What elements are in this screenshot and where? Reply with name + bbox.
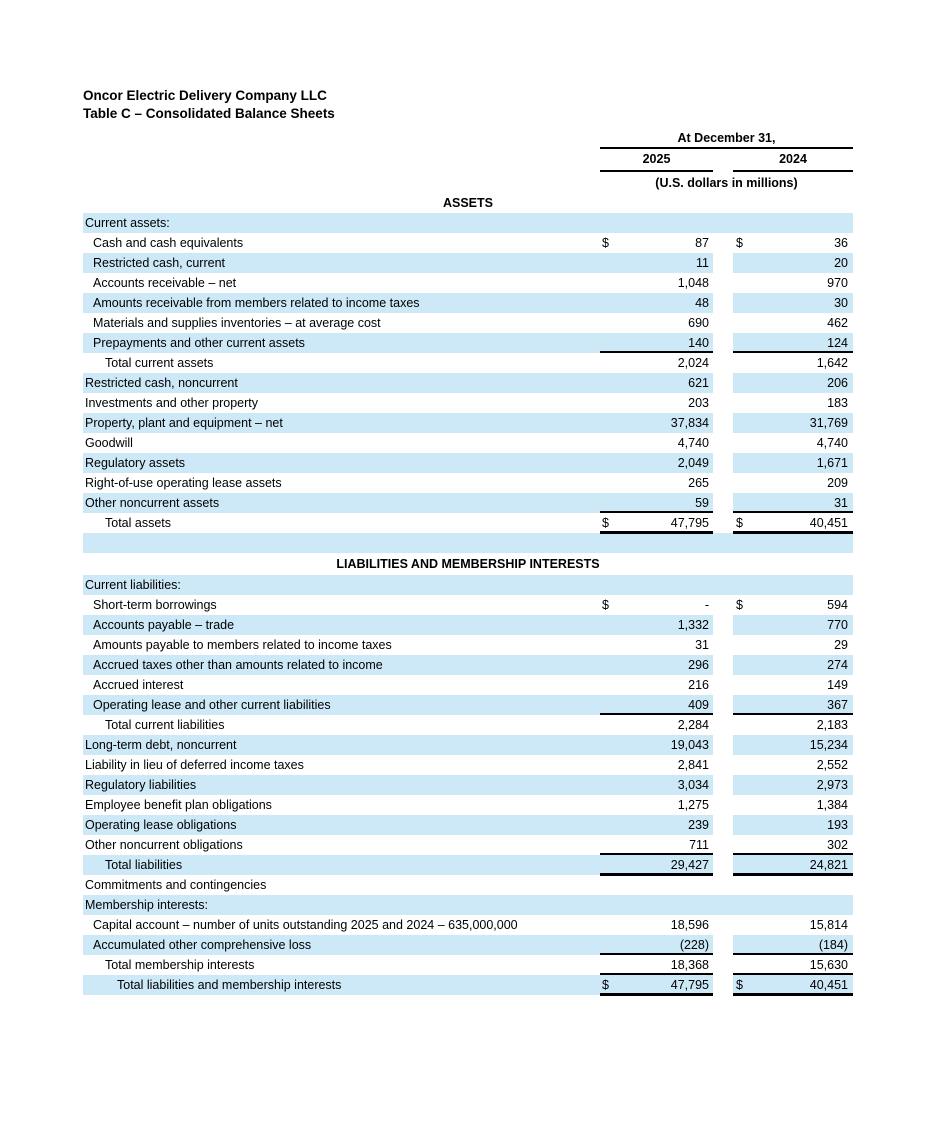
row-label: Other noncurrent obligations [85,838,243,852]
value-2025 [600,313,713,333]
row-label [83,533,600,553]
cell-value: 594 [827,598,848,612]
column-gap [713,213,733,233]
cell-value: 19,043 [670,738,709,752]
value-2025 [600,795,713,815]
value-2025 [600,635,713,655]
row-label: Operating lease and other current liabilities [83,695,600,715]
value-2025 [600,715,713,735]
cell-value: 124 [827,336,848,350]
cell-value: 1,671 [816,456,848,470]
cell-value: 15,234 [809,738,848,752]
cell-value: 47,795 [670,978,709,992]
table-row [83,333,853,353]
column-gap [713,875,733,895]
table-row [83,915,853,935]
cell-value: 15,630 [809,958,848,972]
value-2024 [733,895,853,915]
value-2024 [733,373,853,393]
year-2025-header: 2025 [600,149,713,172]
value-2025 [600,895,713,915]
cell-value: 274 [827,658,848,672]
column-gap [713,253,733,273]
column-gap [713,615,733,635]
cell-value: 970 [827,276,848,290]
value-2024 [733,513,853,533]
value-2024 [733,755,853,775]
column-gap [713,473,733,493]
section-heading: ASSETS [442,196,493,210]
column-gap [713,513,733,533]
row-label: Total current assets [105,356,214,370]
column-gap [713,313,733,333]
value-2024 [733,875,853,895]
value-2024 [733,253,853,273]
table-row [83,233,853,253]
cell-value: 216 [688,678,709,692]
value-2024 [733,935,853,955]
row-label: Capital account – number of units outstanding 2025 and 2024 – 635,000,000 [93,918,518,932]
column-gap [713,293,733,313]
value-2024 [733,595,853,615]
cell-value: 1,048 [677,276,709,290]
table-row [83,513,853,533]
row-label: Current assets: [83,213,600,233]
column-gap [713,393,733,413]
value-2024 [733,293,853,313]
value-2024 [733,775,853,795]
row-label: Operating lease obligations [83,815,600,835]
value-2024 [733,795,853,815]
row-label: Accrued interest [93,678,184,692]
cell-value: 2,284 [677,718,709,732]
units-label: (U.S. dollars in millions) [655,176,798,190]
value-2025 [600,453,713,473]
row-label: Accumulated other comprehensive loss [83,935,600,955]
cell-value: 4,740 [816,436,848,450]
table-row [83,835,853,855]
table-row [83,775,853,795]
cell-value: 31,769 [809,416,848,430]
cell-value: 1,642 [816,356,848,370]
row-label: Commitments and contingencies [85,878,267,892]
cell-value: - [704,598,709,612]
row-label: Regulatory assets [83,453,600,473]
column-gap [713,775,733,795]
value-2025 [600,353,713,373]
value-2025 [600,273,713,293]
table-row [83,815,853,835]
cell-value: 2,841 [677,758,709,772]
value-2025 [600,935,713,955]
column-gap [713,915,733,935]
year-2024-header: 2024 [733,149,853,172]
cell-value: 47,795 [670,516,709,530]
value-2025 [600,253,713,273]
row-label: Investments and other property [85,396,259,410]
table-row [83,735,853,755]
table-row [83,493,853,513]
currency-symbol: $ [736,598,743,612]
cell-value: 24,821 [809,858,848,872]
cell-value: 149 [827,678,848,692]
value-2025 [600,493,713,513]
table-row [83,655,853,675]
cell-value: 206 [827,376,848,390]
value-2025 [600,855,713,875]
column-gap [713,333,733,353]
cell-value: 711 [689,838,709,852]
table-row [83,313,853,333]
row-label: Total liabilities [83,855,600,875]
cell-value: 40,451 [809,516,848,530]
cell-value: 36 [834,236,848,250]
value-2024 [733,815,853,835]
cell-value: 367 [827,698,848,712]
value-2025 [600,755,713,775]
cell-value: 462 [827,316,848,330]
column-gap [713,149,733,172]
value-2025 [600,775,713,795]
table-row [83,715,853,735]
table-body [83,194,853,995]
column-gap [713,955,733,975]
cell-value: 18,368 [670,958,709,972]
table-row [83,755,853,775]
row-label: Short-term borrowings [93,598,217,612]
cell-value: 2,183 [816,718,848,732]
row-label: Regulatory liabilities [83,775,600,795]
value-2025 [600,533,713,553]
cell-value: 2,552 [816,758,848,772]
value-2024 [733,855,853,875]
column-gap [713,675,733,695]
value-2025 [600,835,713,855]
cell-value: 183 [827,396,848,410]
cell-value: 1,384 [816,798,848,812]
value-2024 [733,735,853,755]
value-2024 [733,835,853,855]
cell-value: 11 [696,256,709,270]
column-gap [713,695,733,715]
value-2025 [600,575,713,595]
cell-value: 18,596 [670,918,709,932]
column-gap [713,855,733,875]
value-2024 [733,213,853,233]
value-2024 [733,655,853,675]
value-2025 [600,675,713,695]
column-gap [713,795,733,815]
column-gap [713,433,733,453]
table-row [83,695,853,715]
table-row [83,393,853,413]
value-2025 [600,413,713,433]
cell-value: 37,834 [670,416,709,430]
currency-symbol: $ [736,978,743,992]
value-2025 [600,233,713,253]
table-row [83,273,853,293]
column-gap [713,493,733,513]
table-row [83,533,853,553]
row-label: Liability in lieu of deferred income taxes [85,758,304,772]
row-label: Restricted cash, current [83,253,600,273]
cell-value: 40,451 [809,978,848,992]
table-row [83,473,853,493]
value-2024 [733,533,853,553]
value-2025 [600,213,713,233]
date-header: At December 31, [600,130,853,149]
value-2024 [733,413,853,433]
cell-value: 2,049 [677,456,709,470]
table-row [83,353,853,373]
cell-value: (228) [679,938,709,952]
row-label: Amounts receivable from members related to income taxes [83,293,600,313]
currency-symbol: $ [602,236,609,250]
value-2024 [733,233,853,253]
value-2024 [733,273,853,293]
row-label: Prepayments and other current assets [83,333,600,353]
row-label: Restricted cash, noncurrent [83,373,600,393]
column-gap [713,453,733,473]
row-label: Long-term debt, noncurrent [83,735,600,755]
table-row [83,675,853,695]
value-2024 [733,353,853,373]
column-gap [713,373,733,393]
company-title: Oncor Electric Delivery Company LLC [83,88,327,103]
balance-sheet-table [83,130,853,995]
value-2024 [733,695,853,715]
row-label: Employee benefit plan obligations [85,798,272,812]
table-row [83,373,853,393]
cell-value: 31 [695,638,709,652]
value-2024 [733,975,853,995]
value-2025 [600,373,713,393]
cell-value: 30 [834,296,848,310]
table-row [83,413,853,433]
row-label: Accounts payable – trade [83,615,600,635]
cell-value: 3,034 [677,778,709,792]
value-2025 [600,595,713,615]
table-row [83,795,853,815]
cell-value: 203 [688,396,709,410]
cell-value: 770 [827,618,848,632]
section-heading: LIABILITIES AND MEMBERSHIP INTERESTS [336,557,600,571]
table-row [83,635,853,655]
currency-symbol: $ [602,516,609,530]
value-2024 [733,915,853,935]
value-2025 [600,735,713,755]
cell-value: 621 [688,376,709,390]
value-2024 [733,433,853,453]
cell-value: 20 [834,256,848,270]
value-2024 [733,473,853,493]
value-2024 [733,393,853,413]
column-gap [713,233,733,253]
value-2025 [600,615,713,635]
year-header-row [600,149,853,172]
column-gap [713,735,733,755]
table-row [83,253,853,273]
cell-value: 59 [695,496,709,510]
value-2025 [600,473,713,493]
cell-value: 1,275 [677,798,709,812]
table-row [83,955,853,975]
cell-value: 209 [827,476,848,490]
value-2024 [733,635,853,655]
table-title: Table C – Consolidated Balance Sheets [83,106,335,121]
row-label: Goodwill [85,436,133,450]
value-2024 [733,675,853,695]
cell-value: 2,973 [816,778,848,792]
value-2025 [600,655,713,675]
row-label: Materials and supplies inventories – at average cost [93,316,381,330]
value-2025 [600,433,713,453]
row-label: Cash and cash equivalents [93,236,244,250]
cell-value: 4,740 [677,436,709,450]
cell-value: 29 [834,638,848,652]
cell-value: 2,024 [677,356,709,370]
table-row [83,895,853,915]
column-gap [713,533,733,553]
cell-value: 302 [827,838,848,852]
row-label: Property, plant and equipment – net [83,413,600,433]
value-2024 [733,615,853,635]
value-2025 [600,975,713,995]
row-label: Right-of-use operating lease assets [85,476,282,490]
table-header [600,130,853,194]
document-title-block [83,87,335,123]
table-row [83,935,853,955]
cell-value: 31 [834,496,848,510]
table-row [83,213,853,233]
column-gap [713,353,733,373]
cell-value: 265 [688,476,709,490]
currency-symbol: $ [602,978,609,992]
value-2025 [600,875,713,895]
value-2025 [600,815,713,835]
column-gap [713,835,733,855]
row-label: Total membership interests [105,958,255,972]
value-2024 [733,493,853,513]
column-gap [713,635,733,655]
value-2024 [733,575,853,595]
value-2024 [733,955,853,975]
column-gap [713,595,733,615]
currency-symbol: $ [602,598,609,612]
table-row [83,595,853,615]
value-2024 [733,715,853,735]
value-2025 [600,393,713,413]
table-row [83,453,853,473]
value-2025 [600,695,713,715]
column-gap [713,575,733,595]
value-2024 [733,453,853,473]
cell-value: 409 [688,698,709,712]
value-2024 [733,313,853,333]
cell-value: 1,332 [677,618,709,632]
table-row [83,975,853,995]
value-2024 [733,333,853,353]
table-row [83,875,853,895]
cell-value: 48 [695,296,709,310]
row-label: Total liabilities and membership interests [83,975,600,995]
cell-value: 140 [688,336,709,350]
row-label: Accounts receivable – net [93,276,237,290]
row-label: Current liabilities: [83,575,600,595]
column-gap [713,935,733,955]
cell-value: 690 [688,316,709,330]
row-label: Total current liabilities [105,718,225,732]
cell-value: 239 [688,818,709,832]
table-row [83,575,853,595]
value-2025 [600,513,713,533]
column-gap [713,655,733,675]
column-gap [713,895,733,915]
table-row [83,615,853,635]
cell-value: 15,814 [809,918,848,932]
value-2025 [600,915,713,935]
column-gap [713,975,733,995]
table-row [83,433,853,453]
cell-value: (184) [818,938,848,952]
column-gap [713,715,733,735]
column-gap [713,273,733,293]
row-label: Accrued taxes other than amounts related to income [83,655,600,675]
currency-symbol: $ [736,516,743,530]
value-2025 [600,333,713,353]
cell-value: 193 [827,818,848,832]
cell-value: 296 [688,658,709,672]
value-2025 [600,955,713,975]
cell-value: 29,427 [670,858,709,872]
row-label: Amounts payable to members related to income taxes [93,638,392,652]
cell-value: 87 [695,236,709,250]
row-label: Membership interests: [83,895,600,915]
table-row [83,293,853,313]
column-gap [713,413,733,433]
column-gap [713,755,733,775]
value-2025 [600,293,713,313]
table-row [83,855,853,875]
row-label: Other noncurrent assets [83,493,600,513]
currency-symbol: $ [736,236,743,250]
row-label: Total assets [105,516,172,530]
column-gap [713,815,733,835]
